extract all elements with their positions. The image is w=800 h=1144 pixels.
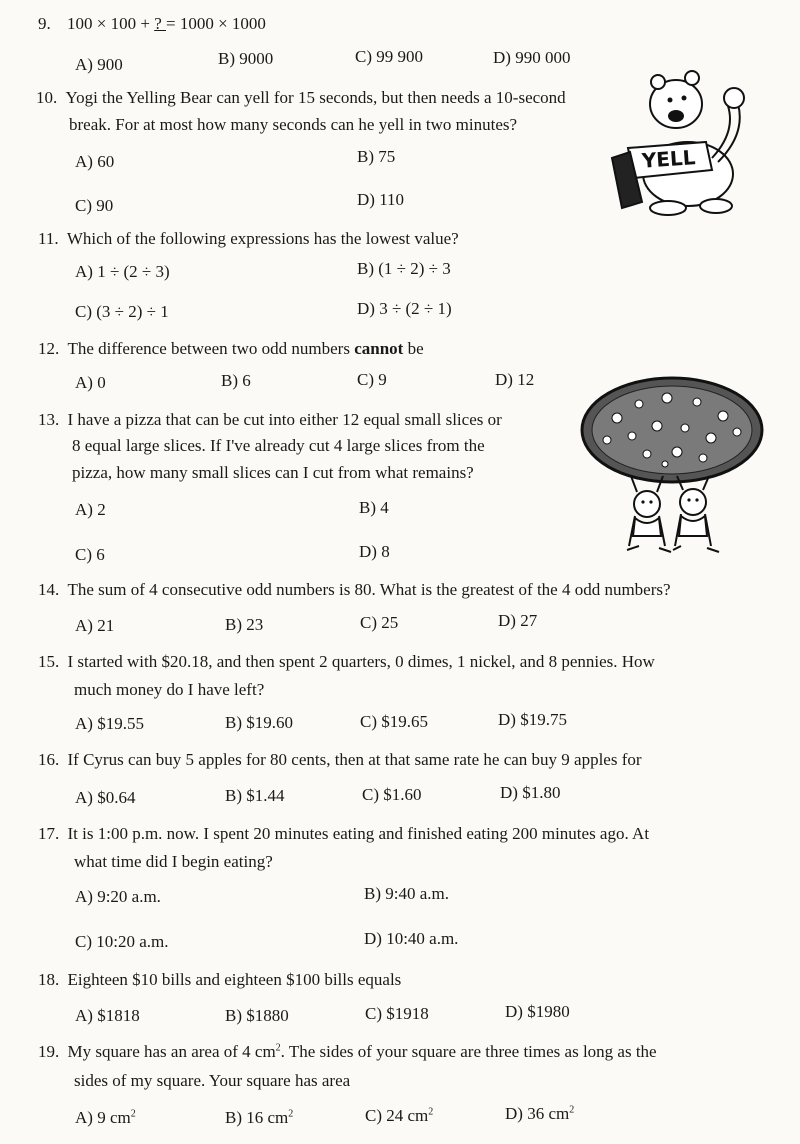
question-text-line-3: pizza, how many small slices can I cut from what remains?	[72, 463, 474, 482]
question-number: 14.	[38, 580, 60, 599]
question-text-line-1: It is 1:00 p.m. now. I spent 20 minutes eating and finished eating 200 minutes ago. At	[67, 824, 650, 843]
question-text-line-2: sides of my square. Your square has area	[74, 1071, 351, 1090]
option-a: A) $1818	[75, 1006, 140, 1025]
question-text-line-1: I started with $20.18, and then spent 2 quarters, 0 dimes, 1 nickel, and 8 pennies. How	[67, 652, 655, 671]
equation-left: 100 × 100 +	[67, 14, 155, 33]
question-16	[38, 750, 642, 770]
option-a-text: A) 9 cm	[75, 1108, 131, 1127]
option-a	[75, 1108, 136, 1128]
option-a: A) 2	[75, 500, 106, 519]
question-text-line-1: Eighteen $10 bills and eighteen $100 bills equals	[67, 970, 402, 989]
option-d: D) 3 ÷ (2 ÷ 1)	[357, 299, 452, 318]
question-number: 11.	[38, 229, 59, 248]
pizza-kids-icon	[577, 368, 767, 558]
option-b: B) $19.60	[225, 713, 293, 732]
question-19	[38, 1042, 657, 1062]
superscript: 2	[428, 1106, 434, 1118]
question-number: 13.	[38, 410, 60, 429]
option-b: B) 6	[221, 371, 251, 390]
question-text-line-1: Which of the following expressions has the lowest value?	[66, 229, 459, 248]
question-15	[38, 652, 655, 672]
option-d	[505, 1104, 574, 1124]
option-c: C) $1.60	[362, 785, 422, 804]
question-number: 15.	[38, 652, 60, 671]
question-11	[38, 229, 459, 249]
question-number: 18.	[38, 970, 60, 989]
option-c-text: C) 24 cm	[365, 1106, 429, 1125]
option-b: B) 9:40 a.m.	[364, 884, 449, 903]
option-b-text: B) 16 cm	[225, 1108, 289, 1127]
option-a: A) 21	[75, 616, 115, 635]
superscript: 2	[569, 1104, 575, 1116]
superscript: 2	[288, 1108, 294, 1120]
option-a: A) 9:20 a.m.	[75, 887, 161, 906]
option-d: D) 27	[498, 611, 538, 630]
question-text-part-1: The difference between two odd numbers	[67, 339, 355, 358]
option-d: D) $1980	[505, 1002, 570, 1021]
question-text-bold: cannot	[354, 339, 404, 358]
superscript: 2	[275, 1042, 281, 1054]
option-a: A) $0.64	[75, 788, 136, 807]
question-10	[36, 88, 566, 108]
option-a: A) $19.55	[75, 714, 144, 733]
option-c: C) 99 900	[355, 47, 423, 66]
option-c	[365, 1106, 433, 1126]
option-d-text: D) 36 cm	[505, 1104, 570, 1123]
question-text-line-1: Yogi the Yelling Bear can yell for 15 seconds, but then needs a 10-second	[65, 88, 566, 107]
equation-right: = 1000 × 1000	[165, 14, 266, 33]
question-text-line-1: I have a pizza that can be cut into either 12 equal small slices or	[67, 410, 502, 429]
option-d: D) 8	[359, 542, 390, 561]
question-number: 17.	[38, 824, 60, 843]
question-number: 10.	[36, 88, 58, 107]
option-b: B) (1 ÷ 2) ÷ 3	[357, 259, 451, 278]
question-text-line-2: break. For at most how many seconds can he yell in two minutes?	[69, 115, 518, 134]
question-18	[38, 970, 401, 990]
option-c: C) $1918	[365, 1004, 429, 1023]
question-9	[38, 14, 266, 34]
question-number: 16.	[38, 750, 60, 769]
question-text-line-1: If Cyrus can buy 5 apples for 80 cents, then at that same rate he can buy 9 apples for	[67, 750, 642, 769]
question-text-part-2: . The sides of your square are three times as long as the	[280, 1042, 657, 1061]
yelling-bear-icon	[608, 62, 758, 218]
question-text-part-2: be	[403, 339, 424, 358]
option-b: B) 75	[357, 147, 396, 166]
question-17	[38, 824, 649, 844]
option-a: A) 0	[75, 373, 106, 392]
option-c: C) $19.65	[360, 712, 428, 731]
option-d: D) $1.80	[500, 783, 561, 802]
bear-sign-text: YELL	[641, 145, 697, 173]
option-a: A) 1 ÷ (2 ÷ 3)	[75, 262, 170, 281]
option-b: B) 9000	[218, 49, 274, 68]
equation-blank: ?	[154, 14, 166, 33]
option-b: B) $1.44	[225, 786, 285, 805]
option-a: A) 900	[75, 55, 123, 74]
option-b: B) 23	[225, 615, 264, 634]
superscript: 2	[130, 1108, 136, 1120]
option-c: C) 90	[75, 196, 114, 215]
question-number: 12.	[38, 339, 60, 358]
question-text-line-2: much money do I have left?	[74, 680, 265, 699]
question-14	[38, 580, 671, 600]
question-text-line-2: what time did I begin eating?	[74, 852, 273, 871]
option-c: C) 25	[360, 613, 399, 632]
option-b	[225, 1108, 293, 1128]
option-c: C) (3 ÷ 2) ÷ 1	[75, 302, 169, 321]
question-number: 19.	[38, 1042, 60, 1061]
option-d: D) 990 000	[493, 48, 571, 67]
option-c: C) 10:20 a.m.	[75, 932, 169, 951]
question-text-line-1: The sum of 4 consecutive odd numbers is 80. What is the greatest of the 4 odd numbers?	[67, 580, 671, 599]
option-b: B) $1880	[225, 1006, 289, 1025]
option-d: D) 110	[357, 190, 405, 209]
question-text-part-1: My square has an area of 4 cm	[67, 1042, 276, 1061]
option-b: B) 4	[359, 498, 389, 517]
question-13	[38, 410, 502, 430]
option-c: C) 9	[357, 370, 387, 389]
option-d: D) $19.75	[498, 710, 567, 729]
option-a: A) 60	[75, 152, 115, 171]
question-text-line-2: 8 equal large slices. If I've already cut 4 large slices from the	[72, 436, 485, 455]
option-d: D) 12	[495, 370, 535, 389]
question-12	[38, 339, 424, 359]
option-d: D) 10:40 a.m.	[364, 929, 459, 948]
option-c: C) 6	[75, 545, 105, 564]
question-number: 9.	[38, 14, 51, 33]
